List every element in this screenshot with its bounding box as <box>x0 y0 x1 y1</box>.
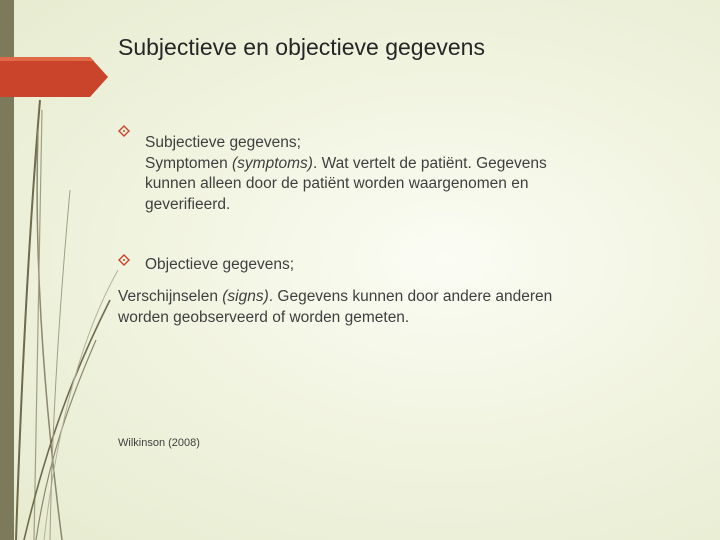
grass-blade <box>16 100 40 540</box>
paragraph-line: worden geobserveerd of worden gemeten. <box>118 308 410 326</box>
title-accent-tab <box>0 57 110 97</box>
italic-term: (symptoms) <box>232 154 313 172</box>
bullet-line: kunnen alleen door de patiënt worden waargenomen en <box>145 175 529 192</box>
italic-term: (signs) <box>222 288 269 305</box>
text-fragment: . Wat vertelt de patiënt. Gegevens <box>312 154 547 172</box>
bullet-subjective <box>145 133 615 215</box>
diamond-outline-icon <box>118 125 130 137</box>
bullet-heading: Objectieve gegevens; <box>145 256 295 273</box>
text-fragment: Verschijnselen <box>118 288 223 305</box>
grass-blade <box>50 190 70 540</box>
citation: Wilkinson (2008) <box>118 437 200 449</box>
bullet-line: geverifieerd. <box>145 195 231 213</box>
text-fragment: Symptomen <box>145 154 233 172</box>
slide-title: Subjectieve en objectieve gegevens <box>118 34 485 60</box>
objective-paragraph <box>118 287 618 328</box>
paragraph-line <box>118 287 618 308</box>
bullet-line <box>145 154 615 175</box>
diamond-outline-icon <box>118 254 130 266</box>
bullet-objective <box>145 255 294 276</box>
bullet-heading: Subjectieve gegevens; <box>145 134 301 151</box>
text-fragment: . Gegevens kunnen door andere anderen <box>268 288 553 305</box>
grass-blade <box>24 300 110 540</box>
